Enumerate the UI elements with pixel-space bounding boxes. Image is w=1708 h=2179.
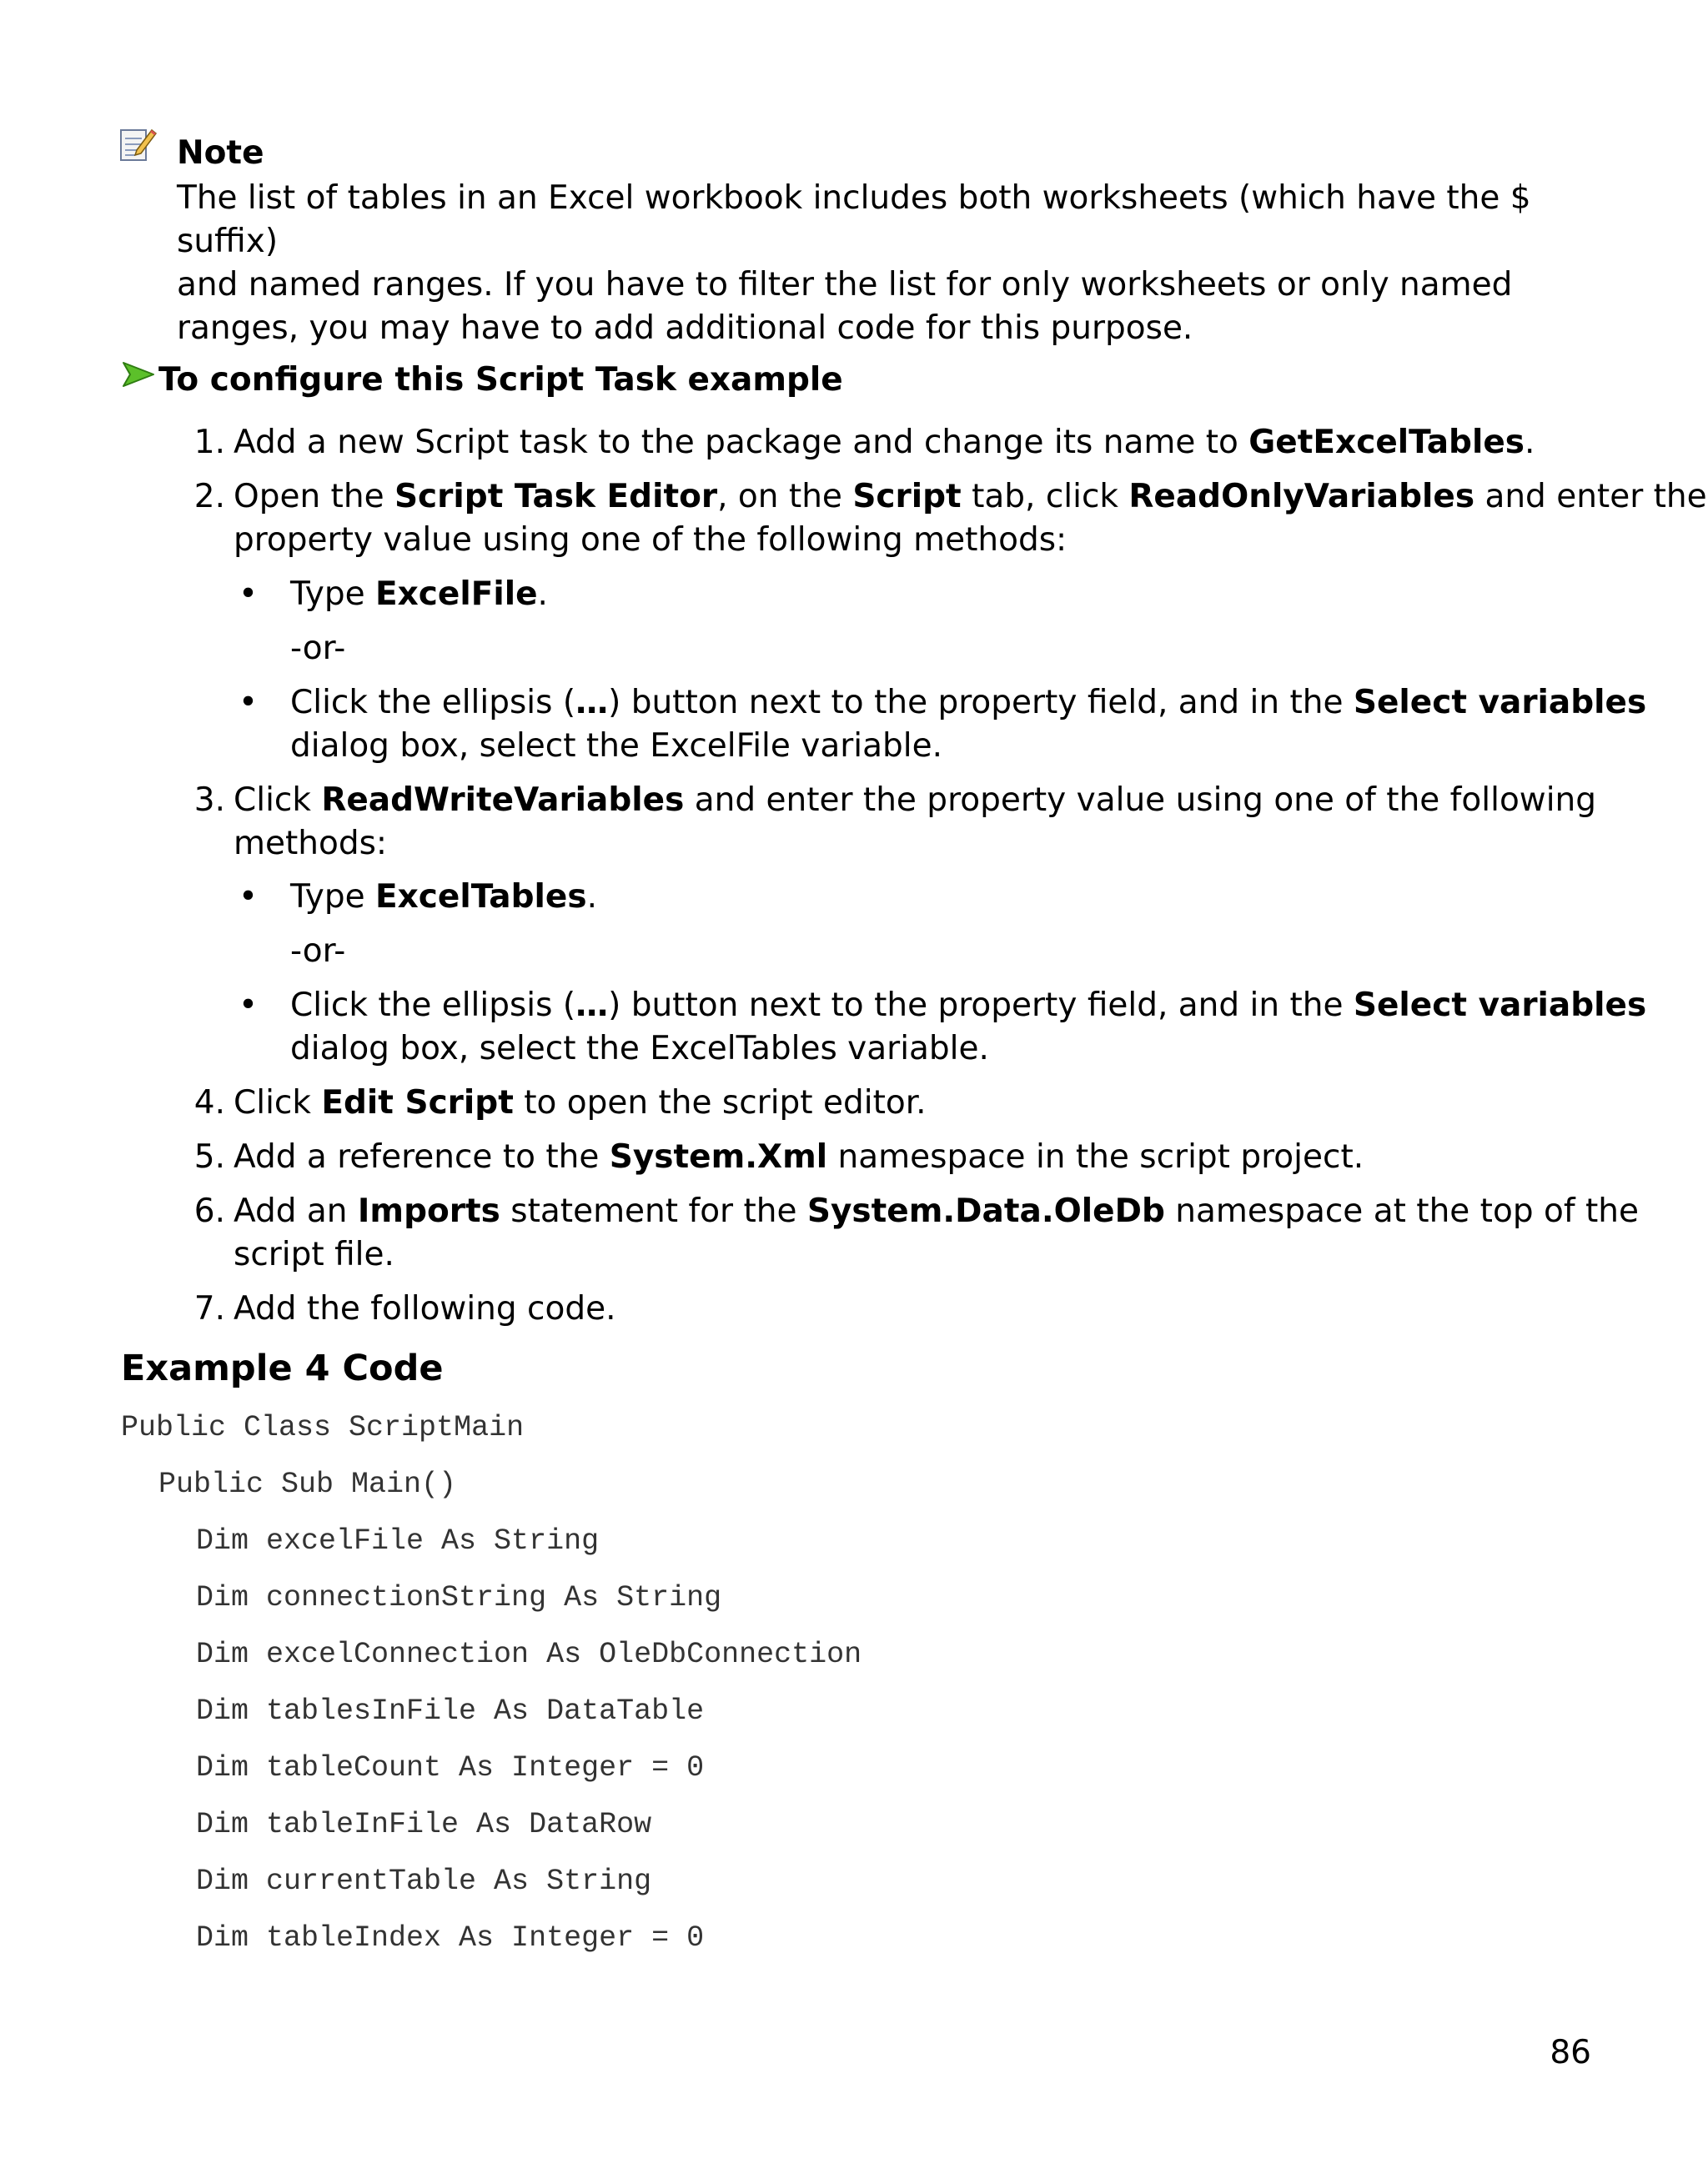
step-text: Click [234, 1084, 322, 1122]
step-4 [193, 1082, 927, 1125]
step-3-line-2: methods: [234, 825, 388, 862]
step-text: Add a new Script task to the package and change its name to [234, 424, 1249, 461]
step-number: 4. [193, 1084, 225, 1122]
step-2-bullet-1 [239, 573, 548, 616]
step-text: Add a reference to the [234, 1138, 610, 1176]
code-line: Dim tableCount As Integer = 0 [196, 1751, 705, 1785]
step-text: to open the script editor. [513, 1084, 927, 1122]
bullet-text: Type [290, 575, 375, 613]
step-bold: Imports [357, 1192, 500, 1230]
note-body-line: The list of tables in an Excel workbook includes both worksheets (which have the $ suffix) [177, 179, 1531, 260]
step-6-line-2: script file. [234, 1236, 394, 1273]
example-title: Example 4 Code [121, 1348, 444, 1389]
step-bold: System.Xml [609, 1138, 828, 1176]
code-line: Dim excelFile As String [196, 1524, 600, 1558]
note-pencil-icon [118, 125, 157, 163]
code-line: Dim connectionString As String [196, 1581, 722, 1614]
step-text: Add an [234, 1192, 358, 1230]
step-text: namespace at the top of the [1164, 1192, 1639, 1230]
step-6 [193, 1190, 1639, 1233]
step-text: Add the following code. [234, 1290, 616, 1328]
step-3-bullet-1 [239, 876, 597, 919]
code-line: Public Class ScriptMain [121, 1411, 525, 1444]
green-arrow-icon [121, 360, 156, 390]
code-line: Dim tableInFile As DataRow [196, 1808, 652, 1841]
code-line: Dim currentTable As String [196, 1865, 652, 1898]
step-text: tab, click [961, 478, 1129, 515]
step-bold: Script Task Editor [394, 478, 718, 515]
step-number: 2. [193, 478, 225, 515]
step-number: 1. [193, 424, 225, 461]
code-line: Public Sub Main() [158, 1468, 457, 1501]
note-body [177, 177, 1595, 350]
step-text: . [1524, 424, 1535, 461]
bullet-bold: Select variables [1353, 684, 1647, 721]
step-text: statement for the [500, 1192, 807, 1230]
step-3-bullet-2 [239, 984, 1647, 1027]
bullet-text: ) button next to the property field, and in the [608, 684, 1354, 721]
step-number: 3. [193, 781, 225, 819]
bullet-bold: ExcelFile [374, 575, 538, 613]
or-separator: -or- [290, 932, 346, 970]
step-bold: GetExcelTables [1248, 424, 1525, 461]
step-bold: ReadOnlyVariables [1128, 478, 1475, 515]
step-number: 7. [193, 1290, 225, 1328]
step-text: , on the [717, 478, 853, 515]
bullet-text: . [586, 878, 597, 916]
bullet-bold: ExcelTables [374, 878, 587, 916]
note-body-line: and named ranges. If you have to filter the list for only worksheets or only named [177, 266, 1513, 304]
bullet-bold: … [575, 684, 609, 721]
bullet-bold: Select variables [1353, 987, 1647, 1024]
step-text: namespace in the script project. [827, 1138, 1364, 1176]
step-7 [193, 1288, 616, 1331]
bullet-text: . [537, 575, 548, 613]
step-5 [193, 1136, 1364, 1179]
step-number: 6. [193, 1192, 225, 1230]
bullet-text: Click the ellipsis ( [290, 684, 576, 721]
step-2-line-2: property value using one of the following methods: [234, 521, 1068, 559]
bullet-dot: • [239, 987, 259, 1024]
note-body-line: ranges, you may have to add additional code for this purpose. [177, 309, 1193, 347]
step-bold: System.Data.OleDb [806, 1192, 1165, 1230]
or-separator: -or- [290, 630, 346, 667]
bullet-text: ) button next to the property field, and in the [608, 987, 1354, 1024]
bullet-dot: • [239, 684, 259, 721]
bullet-text: Click the ellipsis ( [290, 987, 576, 1024]
step-text: Click [234, 781, 322, 819]
step-2 [193, 475, 1707, 519]
step-3 [193, 779, 1597, 822]
bullet-bold: … [575, 987, 609, 1024]
step-2-bullet-2 [239, 681, 1647, 725]
step-text: and enter the [1474, 478, 1707, 515]
code-line: Dim tableIndex As Integer = 0 [196, 1921, 705, 1955]
step-text: and enter the property value using one of the following [684, 781, 1597, 819]
step-bold: Edit Script [321, 1084, 514, 1122]
step-number: 5. [193, 1138, 225, 1176]
step-3-bullet-2-line-2: dialog box, select the ExcelTables variable. [290, 1030, 989, 1067]
step-1 [193, 421, 1535, 464]
page-number: 86 [1550, 2034, 1591, 2071]
bullet-dot: • [239, 575, 259, 613]
procedure-title: To configure this Script Task example [158, 361, 843, 399]
code-line: Dim excelConnection As OleDbConnection [196, 1638, 862, 1671]
step-bold: Script [852, 478, 962, 515]
step-bold: ReadWriteVariables [321, 781, 685, 819]
code-line: Dim tablesInFile As DataTable [196, 1694, 705, 1728]
note-title: Note [177, 134, 264, 172]
bullet-dot: • [239, 878, 259, 916]
step-text: Open the [234, 478, 394, 515]
bullet-text: Type [290, 878, 375, 916]
step-2-bullet-2-line-2: dialog box, select the ExcelFile variable. [290, 727, 942, 765]
